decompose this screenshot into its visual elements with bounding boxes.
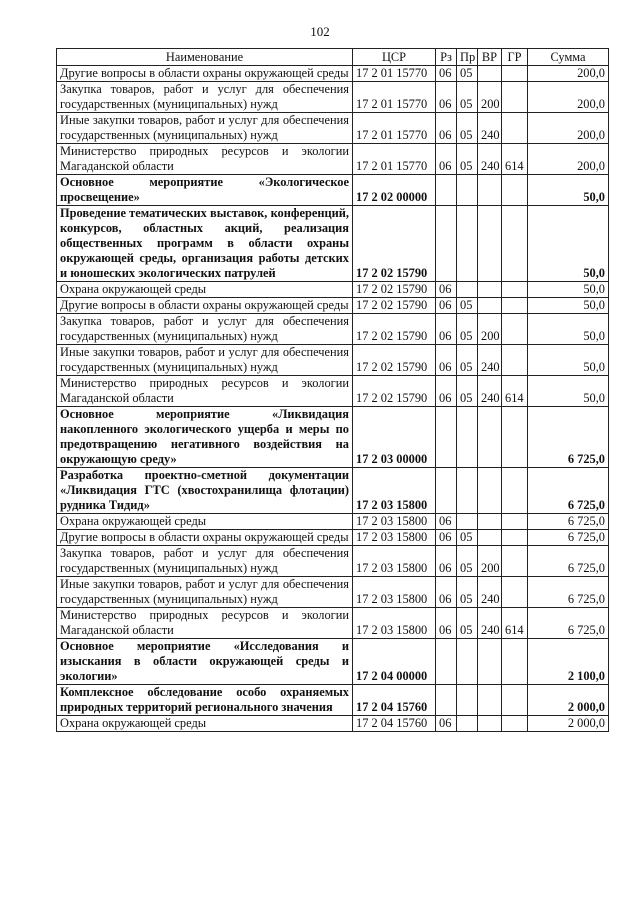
cell-sum: 6 725,0 [528,407,609,468]
table-row [57,577,609,608]
cell-vr [478,206,502,282]
cell-vr [478,530,502,546]
cell-csr: 17 2 03 15800 [353,546,436,577]
cell-csr: 17 2 02 15790 [353,298,436,314]
table-row [57,639,609,685]
cell-pr: 05 [457,608,478,639]
cell-csr: 17 2 02 15790 [353,314,436,345]
table-row [57,144,609,175]
cell-name: Основное мероприятие «Исследования и изыскания в области окружающей среды и экологии» [57,639,353,685]
table-row [57,345,609,376]
cell-vr: 240 [478,577,502,608]
cell-rz: 06 [436,144,457,175]
header-gr: ГР [502,49,528,66]
cell-rz: 06 [436,546,457,577]
cell-name: Охрана окружающей среды [57,282,353,298]
cell-rz: 06 [436,608,457,639]
cell-vr: 240 [478,144,502,175]
cell-name: Иные закупки товаров, работ и услуг для обеспечения государственных (муниципальных) нужд [57,345,353,376]
header-sum: Сумма [528,49,609,66]
cell-rz [436,639,457,685]
cell-csr: 17 2 03 15800 [353,468,436,514]
cell-gr: 614 [502,144,528,175]
cell-pr: 05 [457,345,478,376]
cell-csr: 17 2 01 15770 [353,82,436,113]
table-row [57,82,609,113]
cell-sum: 6 725,0 [528,530,609,546]
cell-pr: 05 [457,113,478,144]
cell-name: Разработка проектно-сметной документации «Ликвидация ГТС (хвостохранилища флотации) рудника Тидид» [57,468,353,514]
cell-csr: 17 2 03 15800 [353,530,436,546]
cell-pr [457,716,478,732]
cell-pr: 05 [457,144,478,175]
cell-gr [502,639,528,685]
table-row [57,298,609,314]
cell-csr: 17 2 02 00000 [353,175,436,206]
cell-csr: 17 2 04 15760 [353,716,436,732]
cell-rz: 06 [436,376,457,407]
cell-csr: 17 2 03 00000 [353,407,436,468]
cell-vr [478,407,502,468]
cell-vr: 240 [478,608,502,639]
cell-vr [478,716,502,732]
page-number: 102 [310,24,330,39]
cell-csr: 17 2 03 15800 [353,577,436,608]
cell-gr [502,66,528,82]
cell-gr [502,298,528,314]
cell-gr [502,546,528,577]
header-csr: ЦСР [353,49,436,66]
cell-gr [502,206,528,282]
cell-pr [457,175,478,206]
cell-vr [478,175,502,206]
cell-name: Другие вопросы в области охраны окружающей среды [57,298,353,314]
cell-name: Другие вопросы в области охраны окружающей среды [57,530,353,546]
cell-pr: 05 [457,546,478,577]
cell-rz: 06 [436,514,457,530]
table-row [57,716,609,732]
cell-sum: 200,0 [528,66,609,82]
cell-gr [502,282,528,298]
cell-csr: 17 2 04 00000 [353,639,436,685]
cell-sum: 50,0 [528,376,609,407]
cell-name: Иные закупки товаров, работ и услуг для обеспечения государственных (муниципальных) нужд [57,113,353,144]
cell-gr [502,82,528,113]
table-row [57,113,609,144]
table-row [57,530,609,546]
cell-vr: 200 [478,314,502,345]
cell-rz: 06 [436,716,457,732]
cell-name: Основное мероприятие «Ликвидация накопленного экологического ущерба и меры по предотвращению негативного воздействия на окружающую среду» [57,407,353,468]
cell-sum: 200,0 [528,113,609,144]
cell-rz: 06 [436,82,457,113]
cell-name: Закупка товаров, работ и услуг для обеспечения государственных (муниципальных) нужд [57,314,353,345]
cell-sum: 200,0 [528,144,609,175]
cell-gr [502,175,528,206]
cell-rz [436,175,457,206]
cell-name: Иные закупки товаров, работ и услуг для обеспечения государственных (муниципальных) нужд [57,577,353,608]
cell-csr: 17 2 02 15790 [353,376,436,407]
cell-csr: 17 2 02 15790 [353,345,436,376]
cell-gr [502,407,528,468]
cell-pr [457,685,478,716]
cell-rz [436,407,457,468]
cell-rz: 06 [436,530,457,546]
cell-vr [478,468,502,514]
cell-sum: 50,0 [528,298,609,314]
cell-vr [478,639,502,685]
table-row [57,66,609,82]
cell-sum: 50,0 [528,206,609,282]
cell-pr [457,468,478,514]
cell-pr: 05 [457,577,478,608]
cell-name: Комплексное обследование особо охраняемых природных территорий регионального значения [57,685,353,716]
cell-rz: 06 [436,345,457,376]
cell-pr: 05 [457,298,478,314]
table-row [57,685,609,716]
cell-gr [502,514,528,530]
cell-csr: 17 2 04 15760 [353,685,436,716]
cell-sum: 2 000,0 [528,685,609,716]
cell-name: Министерство природных ресурсов и экологии Магаданской области [57,608,353,639]
cell-vr [478,282,502,298]
cell-pr [457,407,478,468]
cell-pr [457,206,478,282]
cell-rz [436,206,457,282]
table-row [57,546,609,577]
cell-sum: 50,0 [528,345,609,376]
cell-csr: 17 2 01 15770 [353,113,436,144]
cell-sum: 200,0 [528,82,609,113]
cell-vr: 240 [478,345,502,376]
table-row [57,407,609,468]
cell-sum: 6 725,0 [528,514,609,530]
table-row [57,514,609,530]
cell-gr [502,113,528,144]
table-row [57,206,609,282]
cell-gr: 614 [502,376,528,407]
cell-rz: 06 [436,298,457,314]
cell-sum: 6 725,0 [528,608,609,639]
cell-name: Охрана окружающей среды [57,514,353,530]
cell-pr [457,514,478,530]
cell-rz [436,685,457,716]
header-rz: Рз [436,49,457,66]
table-row [57,608,609,639]
cell-vr: 200 [478,546,502,577]
cell-csr: 17 2 03 15800 [353,514,436,530]
cell-gr: 614 [502,608,528,639]
cell-name: Проведение тематических выставок, конференций, конкурсов, областных акций, реализация общественных программ в области охраны окружающей среды, организация работы детских и юношеских экологических патрулей [57,206,353,282]
cell-sum: 2 100,0 [528,639,609,685]
header-vr: ВР [478,49,502,66]
cell-vr [478,66,502,82]
cell-sum: 6 725,0 [528,577,609,608]
cell-pr: 05 [457,66,478,82]
cell-pr: 05 [457,530,478,546]
cell-name: Министерство природных ресурсов и экологии Магаданской области [57,376,353,407]
cell-gr [502,685,528,716]
cell-gr [502,314,528,345]
cell-csr: 17 2 02 15790 [353,206,436,282]
cell-csr: 17 2 02 15790 [353,282,436,298]
cell-gr [502,468,528,514]
cell-name: Другие вопросы в области охраны окружающей среды [57,66,353,82]
table-body [57,66,609,732]
cell-vr [478,514,502,530]
cell-pr [457,639,478,685]
cell-gr [502,577,528,608]
cell-sum: 2 000,0 [528,716,609,732]
cell-sum: 50,0 [528,314,609,345]
cell-gr [502,345,528,376]
cell-pr: 05 [457,376,478,407]
header-name: Наименование [57,49,353,66]
budget-table [56,48,609,732]
cell-vr [478,685,502,716]
cell-sum: 6 725,0 [528,546,609,577]
cell-rz: 06 [436,66,457,82]
cell-sum: 50,0 [528,282,609,298]
cell-name: Закупка товаров, работ и услуг для обеспечения государственных (муниципальных) нужд [57,82,353,113]
table-row [57,468,609,514]
cell-pr: 05 [457,82,478,113]
cell-csr: 17 2 01 15770 [353,66,436,82]
cell-name: Охрана окружающей среды [57,716,353,732]
cell-csr: 17 2 03 15800 [353,608,436,639]
cell-pr [457,282,478,298]
cell-rz [436,468,457,514]
cell-vr: 240 [478,376,502,407]
table-row [57,175,609,206]
cell-sum: 6 725,0 [528,468,609,514]
cell-sum: 50,0 [528,175,609,206]
table-row [57,282,609,298]
header-pr: Пр [457,49,478,66]
cell-rz: 06 [436,314,457,345]
table-row [57,376,609,407]
cell-vr [478,298,502,314]
cell-vr: 240 [478,113,502,144]
cell-name: Основное мероприятие «Экологическое просвещение» [57,175,353,206]
cell-rz: 06 [436,282,457,298]
cell-gr [502,716,528,732]
table-header-row [57,49,609,66]
cell-name: Закупка товаров, работ и услуг для обеспечения государственных (муниципальных) нужд [57,546,353,577]
cell-rz: 06 [436,113,457,144]
cell-csr: 17 2 01 15770 [353,144,436,175]
cell-pr: 05 [457,314,478,345]
table-row [57,314,609,345]
cell-gr [502,530,528,546]
cell-name: Министерство природных ресурсов и экологии Магаданской области [57,144,353,175]
cell-rz: 06 [436,577,457,608]
cell-vr: 200 [478,82,502,113]
